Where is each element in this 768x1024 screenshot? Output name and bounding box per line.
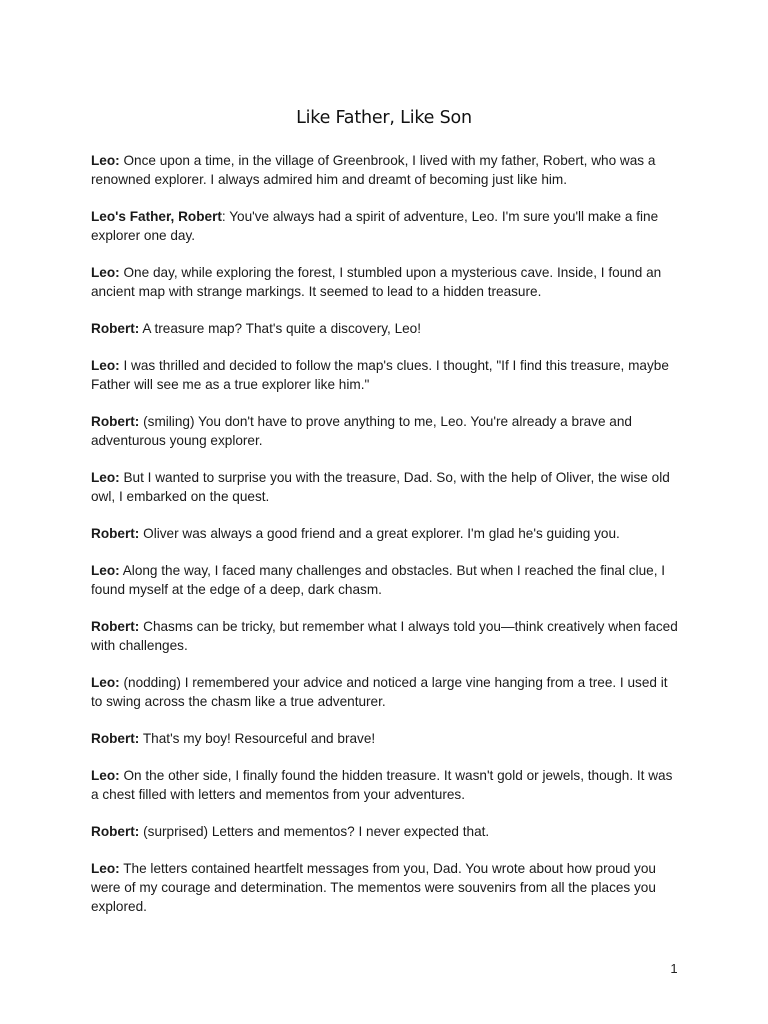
dialogue-text: That's my boy! Resourceful and brave!	[139, 731, 376, 746]
dialogue-text: On the other side, I finally found the hidden treasure. It wasn't gold or jewels, though. It was a chest filled with letters and mementos from your adventures.	[91, 768, 673, 802]
dialogue-text: But I wanted to surprise you with the treasure, Dad. So, with the help of Oliver, the wise old owl, I embarked on the quest.	[91, 470, 670, 504]
dialogue-paragraph	[91, 729, 681, 748]
document-title: Like Father, Like Son	[296, 108, 472, 128]
dialogue-paragraph	[91, 207, 681, 245]
dialogue-paragraph	[91, 319, 681, 338]
dialogue-paragraph	[91, 673, 681, 711]
dialogue-paragraph	[91, 412, 681, 450]
dialogue-paragraph	[91, 617, 681, 655]
dialogue-paragraph	[91, 263, 681, 301]
dialogue-paragraph	[91, 561, 681, 599]
speaker-name: Leo:	[91, 675, 120, 690]
dialogue-text: A treasure map? That's quite a discovery, Leo!	[139, 321, 422, 336]
dialogue-paragraph	[91, 859, 681, 916]
speaker-name: Robert:	[91, 824, 140, 839]
dialogue-paragraph	[91, 356, 681, 394]
dialogue-text: : You've always had a spirit of adventure, Leo. I'm sure you'll make a fine explorer one day.	[91, 209, 659, 243]
speaker-name: Leo:	[91, 470, 120, 485]
dialogue-paragraph	[91, 766, 681, 804]
speaker-name: Leo:	[91, 265, 120, 280]
speaker-name: Robert:	[91, 731, 140, 746]
dialogue-text: I was thrilled and decided to follow the map's clues. I thought, "If I find this treasure, maybe Father will see me as a true explorer like him."	[91, 358, 669, 392]
speaker-name: Robert:	[91, 321, 140, 336]
speaker-name: Leo's Father, Robert	[91, 209, 222, 224]
dialogue-paragraph	[91, 822, 681, 841]
dialogue-text: Once upon a time, in the village of Greenbrook, I lived with my father, Robert, who was a renowned explorer. I always admired him and dreamt of becoming just like him.	[91, 153, 656, 187]
dialogue-text: The letters contained heartfelt messages from you, Dad. You wrote about how proud you were of my courage and determination. The mementos were souvenirs from all the places you explored.	[91, 861, 656, 914]
dialogue-text: Chasms can be tricky, but remember what I always told you—think creatively when faced with challenges.	[91, 619, 678, 653]
dialogue-text: (smiling) You don't have to prove anything to me, Leo. You're already a brave and adventurous young explorer.	[91, 414, 632, 448]
speaker-name: Robert:	[91, 414, 140, 429]
speaker-name: Robert:	[91, 619, 140, 634]
dialogue-text: Along the way, I faced many challenges and obstacles. But when I reached the final clue, I found myself at the edge of a deep, dark chasm.	[91, 563, 666, 597]
dialogue-paragraph	[91, 468, 681, 506]
speaker-name: Leo:	[91, 861, 120, 876]
dialogue-text: Oliver was always a good friend and a great explorer. I'm glad he's guiding you.	[139, 526, 620, 541]
dialogue-paragraph	[91, 524, 681, 543]
speaker-name: Leo:	[91, 358, 120, 373]
dialogue-text: (surprised) Letters and mementos? I never expected that.	[139, 824, 490, 839]
dialogue-text: One day, while exploring the forest, I stumbled upon a mysterious cave. Inside, I found an ancient map with strange markings. It seemed to lead to a hidden treasure.	[91, 265, 662, 299]
page-number: 1	[670, 961, 678, 976]
speaker-name: Leo:	[91, 153, 120, 168]
speaker-name: Robert:	[91, 526, 140, 541]
dialogue-paragraph	[91, 151, 681, 189]
document-body	[91, 151, 681, 934]
speaker-name: Leo:	[91, 563, 120, 578]
dialogue-text: (nodding) I remembered your advice and noticed a large vine hanging from a tree. I used it to swing across the chasm like a true adventurer.	[91, 675, 668, 709]
speaker-name: Leo:	[91, 768, 120, 783]
